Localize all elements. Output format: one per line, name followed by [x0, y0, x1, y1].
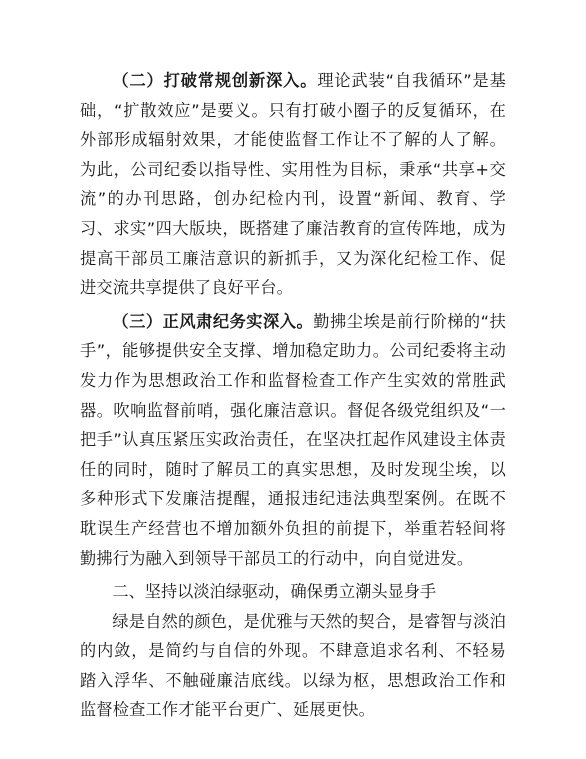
document-body	[80, 66, 506, 725]
section-text-3: 勤拂尘埃是前行阶梯的“扶手”，能够提供安全支撑、增加稳定助力。公司纪委将主动发力作为思想政治工作和监督检查工作产生实效的常胜武器。吹响监督前哨，强化廉洁意识。督促各级党组织及“一把手”认真压紧压实政治责任，在坚决扛起作风建设主体责任的同时，随时了解员工的真实思想，及时发现尘埃，以多种形式下发廉洁提醒，通报违纪违法典型案例。在既不耽误生产经营也不增加额外负担的前提下，举重若轻间将勤拂行为融入到领导干部员工的行动中，向自觉进发。	[80, 311, 506, 568]
section-paragraph-2	[80, 66, 506, 303]
section-lead-2: （二）打破常规创新深入。	[112, 71, 318, 90]
section-heading: 二、坚持以淡泊绿驱动，确保勇立潮头显身手	[112, 582, 437, 602]
section-paragraph-3	[80, 307, 506, 573]
closing-paragraph: 绿是自然的颜色，是优雅与天然的契合，是睿智与淡泊的内敛，是简约与自信的外现。不肆意追求名利、不轻易踏入浮华、不触碰廉洁底线。以绿为枢，思想政治工作和监督检查工作才能平台更广、延展更快。	[80, 611, 506, 720]
section-lead-3: （三）正风肃纪务实深入。	[112, 311, 314, 331]
section-text-2: 理论武装“自我循环”是基础，“扩散效应”是要义。只有打破小圈子的反复循环，在外部形成辐射效果，才能使监督工作让不了解的人了解。为此，公司纪委以指导性、实用性为目标，秉承“共享+交流”的办刊思路，创办纪检内刊，设置“新闻、教育、学习、求实”四大版块，既搭建了廉洁教育的宣传阵地，成为提高干部员工廉洁意识的新抓手，又为深化纪检工作、促进交流共享提供了良好平台。	[80, 71, 506, 298]
